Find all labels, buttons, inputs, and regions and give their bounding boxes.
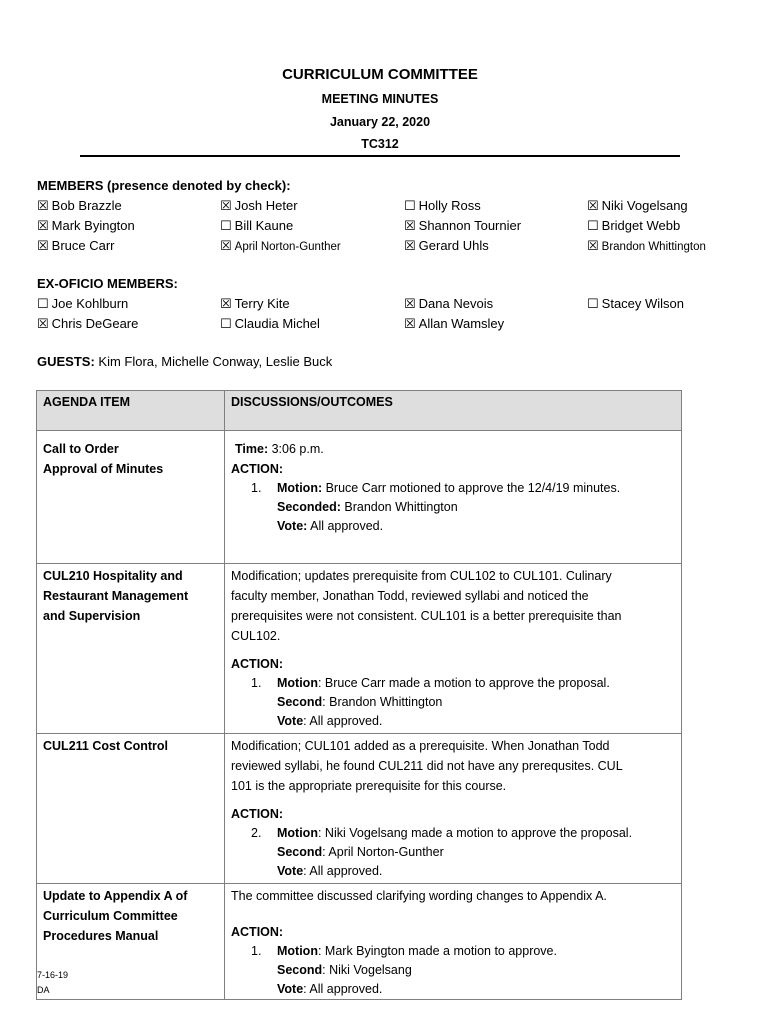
motion-line [251,942,675,961]
meeting-date: January 22, 2020 [329,115,431,129]
footer-initials: DA [37,985,50,995]
action-list [231,674,675,731]
vote-text: All approved. [307,519,384,533]
vote-text: : All approved. [303,864,383,878]
member-name: Shannon Tournier [418,218,522,233]
vote-text: : All approved. [303,714,383,728]
discussion-text: Modification; CUL101 added as a prerequisite. When Jonathan Todd [231,739,610,753]
footer-date: 7-16-19 [37,970,69,980]
second-label: Second [277,963,323,977]
member-entry [37,238,115,254]
ex-officio-heading: EX-OFICIO MEMBERS: [37,276,178,291]
member-name: Claudia Michel [234,316,320,331]
list-number: 1. [251,944,262,958]
discussion-cell [225,564,682,734]
second-label: Seconded: [277,500,341,514]
agenda-item-cell [37,431,225,564]
discussion-cell [225,884,682,1000]
member-entry [587,218,680,234]
checkbox-icon: ☒ [404,239,416,254]
member-entry [220,296,290,312]
meeting-room: TC312 [361,137,399,151]
guests-names: Kim Flora, Michelle Conway, Leslie Buck [94,354,333,369]
vote-line [251,980,675,999]
discussion-text: prerequisites were not consistent. CUL101 is a better prerequisite than [231,609,622,623]
member-name: Niki Vogelsang [601,198,688,213]
member-name: Gerard Uhls [418,238,489,253]
member-name: Brandon Whittington [601,241,706,253]
member-name: Bridget Webb [601,218,681,233]
motion-text: Bruce Carr motioned to approve the 12/4/19 minutes. [322,481,621,495]
agenda-item-title: CUL211 Cost Control [43,739,169,753]
second-text: : April Norton-Gunther [322,845,444,859]
checkbox-icon: ☒ [37,219,49,234]
agenda-row [37,564,682,734]
discussion-text: The committee discussed clarifying wording changes to Appendix A. [231,889,607,903]
member-name: April Norton-Gunther [234,241,341,253]
checkbox-icon: ☐ [587,297,599,312]
member-name: Bruce Carr [51,238,115,253]
vote-label: Vote [277,982,304,996]
second-line [251,498,675,517]
member-name: Bill Kaune [234,218,294,233]
members-heading: MEMBERS (presence denoted by check): [37,178,291,193]
motion-text: : Niki Vogelsang made a motion to approve the proposal. [317,826,633,840]
vote-label: Vote [277,714,304,728]
guests-label: GUESTS: [37,354,95,369]
action-label: ACTION: [231,462,284,476]
checkbox-icon: ☒ [587,239,599,254]
vote-line [251,517,675,536]
agenda-header-row [37,391,682,431]
checkbox-icon: ☒ [220,239,232,254]
member-entry [37,218,135,234]
checkbox-icon: ☐ [37,297,49,312]
time-label: Time: [235,442,269,456]
member-entry [404,198,481,214]
member-entry [404,296,493,312]
member-name: Allan Wamsley [418,316,505,331]
discussion-cell [225,431,682,564]
checkbox-icon: ☒ [404,219,416,234]
agenda-item-cell [37,734,225,884]
member-entry [404,316,504,332]
checkbox-icon: ☒ [37,239,49,254]
discussion-text: Modification; updates prerequisite from CUL102 to CUL101. Culinary [231,569,612,583]
member-entry [587,239,706,254]
checkbox-icon: ☒ [37,199,49,214]
checkbox-icon: ☒ [220,199,232,214]
member-entry [220,198,298,214]
vote-line [251,712,675,731]
action-label: ACTION: [231,807,284,821]
motion-line [251,479,675,498]
action-list [231,942,675,999]
checkbox-icon: ☒ [404,317,416,332]
checkbox-icon: ☒ [220,297,232,312]
agenda-row [37,431,682,564]
member-entry [587,296,684,312]
vote-text: : All approved. [303,982,383,996]
member-entry [220,218,293,234]
checkbox-icon: ☒ [404,297,416,312]
member-entry [587,198,688,214]
document-title: CURRICULUM COMMITTEE [282,66,478,83]
member-name: Chris DeGeare [51,316,139,331]
checkbox-icon: ☐ [404,199,416,214]
action-list [231,824,675,881]
action-label: ACTION: [231,657,284,671]
second-text: Brandon Whittington [340,500,458,514]
agenda-item-title: Call to Order [43,442,119,456]
list-number: 1. [251,481,262,495]
member-name: Dana Nevois [418,296,494,311]
discussion-text: CUL102. [231,629,281,643]
agenda-item-title: Restaurant Management [43,589,189,603]
member-name: Stacey Wilson [601,296,685,311]
second-label: Second [277,845,323,859]
agenda-item-title: Curriculum Committee [43,909,178,923]
motion-text: : Mark Byington made a motion to approve. [317,944,557,958]
second-line [251,961,675,980]
checkbox-icon: ☐ [220,317,232,332]
second-line [251,843,675,862]
motion-label: Motion [277,676,318,690]
agenda-item-title: CUL210 Hospitality and [43,569,183,583]
time-line [231,439,675,459]
vote-label: Vote: [277,519,308,533]
agenda-item-title: Approval of Minutes [43,462,164,476]
agenda-item-title: Update to Appendix A of [43,889,188,903]
motion-label: Motion: [277,481,323,495]
list-number: 1. [251,676,262,690]
member-name: Bob Brazzle [51,198,122,213]
agenda-item-cell [37,884,225,1000]
second-text: : Niki Vogelsang [322,963,412,977]
discussion-text: faculty member, Jonathan Todd, reviewed syllabi and noticed the [231,589,589,603]
member-name: Josh Heter [234,198,298,213]
second-label: Second [277,695,323,709]
member-entry [37,316,138,332]
motion-line [251,674,675,693]
list-number: 2. [251,826,262,840]
checkbox-icon: ☐ [587,219,599,234]
motion-text: : Bruce Carr made a motion to approve the proposal. [317,676,610,690]
document-subtitle: MEETING MINUTES [321,92,439,106]
member-entry [220,316,320,332]
member-entry [37,198,122,214]
member-entry [404,238,489,254]
member-entry [404,218,521,234]
action-list [231,479,675,536]
member-name: Holly Ross [418,198,481,213]
motion-line [251,824,675,843]
checkbox-icon: ☒ [587,199,599,214]
agenda-item-column-header: AGENDA ITEM [37,391,225,431]
member-name: Joe Kohlburn [51,296,129,311]
checkbox-icon: ☐ [220,219,232,234]
vote-label: Vote [277,864,304,878]
member-name: Mark Byington [51,218,135,233]
time-value: 3:06 p.m. [268,442,324,456]
second-text: : Brandon Whittington [322,695,443,709]
agenda-row [37,884,682,1000]
member-entry [37,296,128,312]
member-name: Terry Kite [234,296,290,311]
agenda-item-title: and Supervision [43,609,141,623]
guests-line [37,354,332,369]
motion-label: Motion [277,944,318,958]
discussion-cell [225,734,682,884]
discussion-text: reviewed syllabi, he found CUL211 did not have any prerequsites. CUL [231,759,623,773]
discussion-text: 101 is the appropriate prerequisite for this course. [231,779,507,793]
checkbox-icon: ☒ [37,317,49,332]
discussions-column-header: DISCUSSIONS/OUTCOMES [225,391,682,431]
action-label: ACTION: [231,925,284,939]
header-rule [80,155,680,157]
member-entry [220,239,341,254]
agenda-row [37,734,682,884]
second-line [251,693,675,712]
agenda-item-title: Procedures Manual [43,929,159,943]
vote-line [251,862,675,881]
agenda-item-cell [37,564,225,734]
agenda-table [36,390,682,1000]
motion-label: Motion [277,826,318,840]
